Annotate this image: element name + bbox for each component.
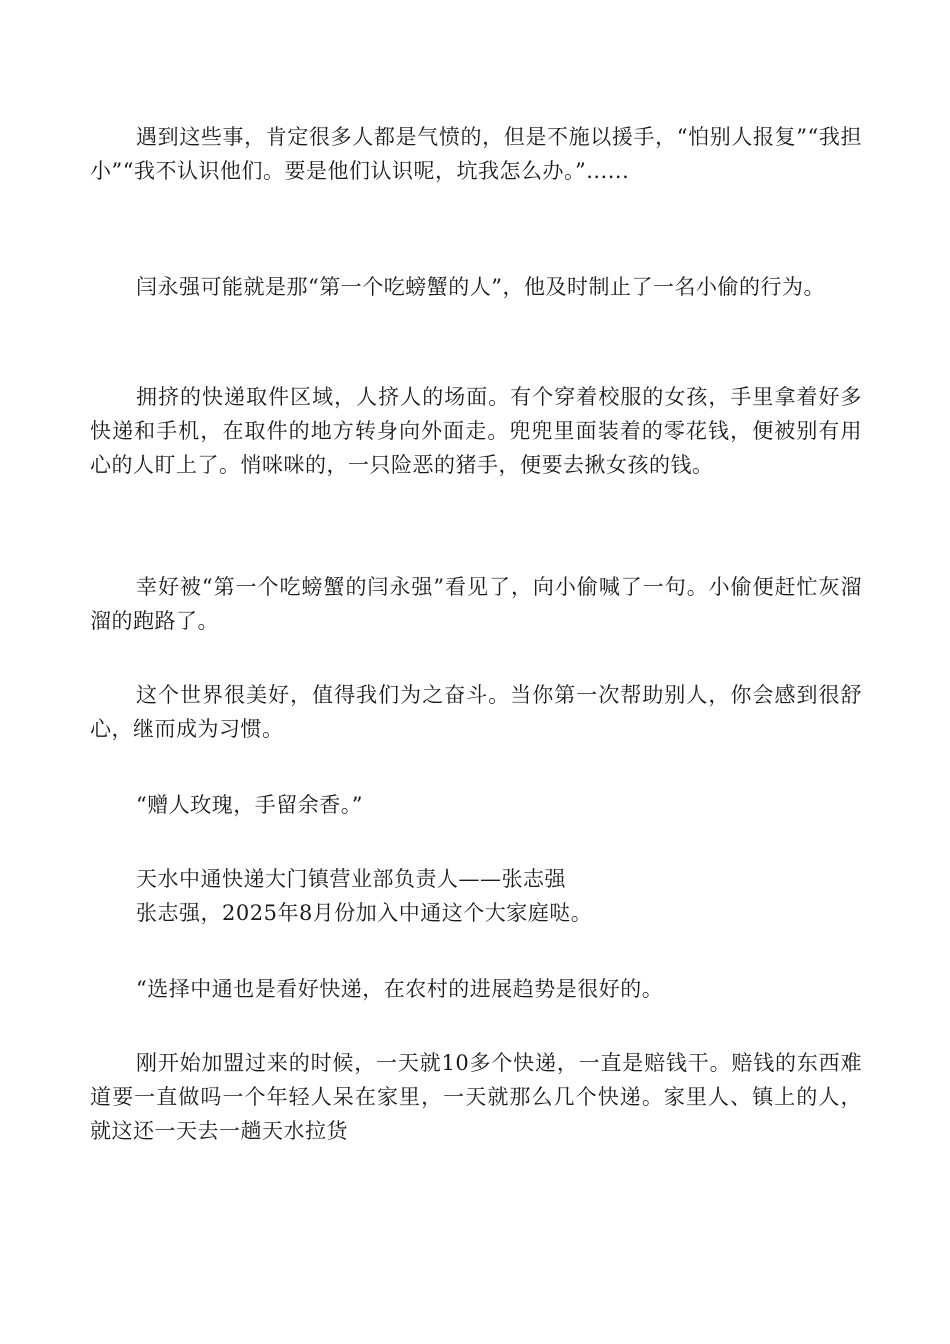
paragraph-2: 闫永强可能就是那“第一个吃螃蟹的人”，他及时制止了一名小偷的行为。 <box>136 275 825 299</box>
person-title-line: 天水中通快递大门镇营业部负责人——张志强 <box>136 867 566 891</box>
interview-quote-line: “选择中通也是看好快递，在农村的进展趋势是很好的。 <box>136 977 664 1001</box>
quote-line: “赠人玫瑰，手留余香。” <box>136 793 363 817</box>
person-intro-line: 张志强，2025年8月份加入中通这个大家庭哒。 <box>136 901 593 925</box>
paragraph-1: 遇到这些事，肯定很多人都是气愤的，但是不施以援手，“怕别人报复”“我担小”“我不认识他们。要是他们认识呢，坑我怎么办。”...... <box>90 125 862 183</box>
paragraph-3: 拥挤的快递取件区域，人挤人的场面。有个穿着校服的女孩，手里拿着好多快递和手机，在取件的地方转身向外面走。兜兜里面装着的零花钱，便被别有用心的人盯上了。悄咪咪的，一只险恶的猪手，便要去揪女孩的钱。 <box>90 385 862 477</box>
paragraph-4: 幸好被“第一个吃螃蟹的闫永强”看见了，向小偷喊了一句。小偷便赶忙灰溜溜的跑路了。 <box>90 575 862 633</box>
paragraph-5: 这个世界很美好，值得我们为之奋斗。当你第一次帮助别人，你会感到很舒心，继而成为习惯。 <box>90 683 862 741</box>
paragraph-6: 刚开始加盟过来的时候，一天就10多个快递，一直是赔钱干。赔钱的东西难道要一直做吗一个年轻人呆在家里，一天就那么几个快递。家里人、镇上的人，就这还一天去一趟天水拉货 <box>90 1051 862 1143</box>
